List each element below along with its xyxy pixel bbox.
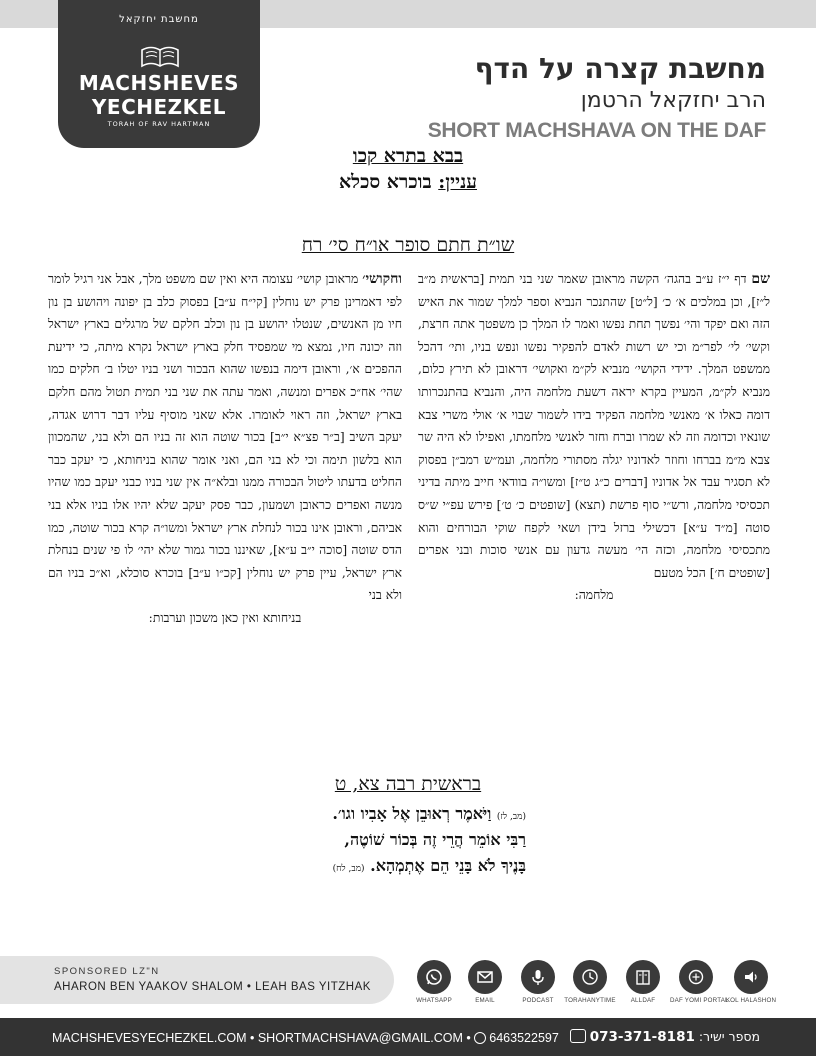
platform-daf-yomi-portal[interactable] xyxy=(670,960,729,1004)
torahanytime-icon xyxy=(573,960,607,994)
page-title: מחשבת קצרה על הדף xyxy=(474,52,766,85)
platform-email[interactable] xyxy=(459,960,511,1004)
platform-label: ALLDAF xyxy=(630,997,656,1004)
website-link[interactable]: MACHSHEVESYECHEZKEL.COM xyxy=(52,1031,247,1045)
direct-line-number: 073-371-8181 xyxy=(589,1029,695,1045)
alldaf-icon xyxy=(626,960,660,994)
email-icon xyxy=(468,960,502,994)
platform-alldaf[interactable] xyxy=(617,960,669,1004)
column-closing: בניחותא ואין כאן משכון וערבות: xyxy=(148,610,302,625)
source-heading-text: שו״ת חתם סופר או״ח סי׳ רח xyxy=(301,234,515,256)
whatsapp-icon xyxy=(417,960,451,994)
platform-label: PODCAST xyxy=(522,997,554,1004)
logo-hebrew-text: מחשבת יחזקאל xyxy=(119,14,199,25)
platform-label: DAF YOMI PORTAL xyxy=(670,997,729,1004)
email-link[interactable]: SHORTMACHSHAVA@GMAIL.COM xyxy=(257,1031,463,1045)
platform-kol-halashon[interactable] xyxy=(725,960,777,1004)
phone-number[interactable]: 6463522597 xyxy=(489,1031,559,1045)
logo[interactable] xyxy=(58,0,260,148)
daf-reference xyxy=(0,145,816,168)
midrash-line xyxy=(226,830,526,850)
sponsor-banner xyxy=(0,956,394,1004)
sponsor-names: AHARON BEN YAAKOV SHALOM • LEAH BAS YITZHAK xyxy=(54,981,371,993)
footer-contacts xyxy=(52,1031,559,1045)
platform-podcast[interactable] xyxy=(512,960,564,1004)
podcast-icon xyxy=(521,960,555,994)
whatsapp-small-icon xyxy=(474,1032,486,1044)
platform-label: KOL HALASHON xyxy=(725,997,777,1004)
daf-yomi-portal-icon xyxy=(679,960,713,994)
midrash-line-text: בָּנֶיךָ לֹא בָּנֵי הֵם אֶתְמְהָא. xyxy=(370,856,526,875)
column-closing: מלחמה: xyxy=(574,588,614,603)
source-heading xyxy=(0,234,816,257)
verse-reference: (מב, לח) xyxy=(332,864,365,874)
midrash-line-text: וַיֹּאמֶר רְאוּבֵן אֶל אָבִיו וגו׳. xyxy=(332,804,492,823)
english-subtitle: SHORT MACHSHAVA ON THE DAF xyxy=(427,119,766,142)
open-book-icon xyxy=(140,44,180,68)
topic-value: בוכרא סכלא xyxy=(338,171,432,193)
logo-tagline: TORAH OF RAV HARTMAN xyxy=(107,120,211,128)
column-lead-word: שם xyxy=(751,271,770,287)
midrash-line-text: רַבִּי אוֹמֵר הֲרֵי זֶה בְּכוֹר שׁוֹטֶה, xyxy=(344,830,526,849)
direct-line[interactable] xyxy=(566,1029,760,1045)
text-column-right xyxy=(418,268,770,607)
topic-label: עניין: xyxy=(438,171,478,193)
logo-title-line2: YECHEZKEL xyxy=(91,95,227,119)
kol-halashon-small-icon xyxy=(570,1029,586,1043)
sponsor-label: SPONSORED LZ"N xyxy=(54,966,160,977)
midrash-heading-text: בראשית רבה צא, ט xyxy=(334,773,482,795)
logo-title-line1: MACHSHEVES xyxy=(78,71,240,95)
column-paragraph: מראובן קושי׳ עצומה היא ואין שם משפט מלך, אבל אני רגיל לומר לפי דאמרינן פרק יש נוחלין [קי״ח ע״ב] בפסוק כלב בן יפונה ויהושע בן נון חיו מן האנשים, שנטלו יהושע בן נון וכלב חלקם של מרגלים בארץ ישראל וזה יכונה חיו, נמצא מי שמפסיד חלק בארץ ישראל נקרא מיתה, כי ידיעת ההפכים א׳, וראובן דימה בנפשו שהוא הבכור ושני בניו יטלו ב׳ חלקים כמו שהי׳ אח״כ אפרים ומנשה, ואמר עתה את שני בני תמית תטול מהם חלקם בארץ ישראל, וזה ראוי לאומרו. אלא שאני מוסיף עליו דבר דרוש אגדה, יעקב השיב [ב״ר פצ״א י״ב] בכור שוטה הוא זה בניו הם ולא בני, שהמכוון הוא בלשון תימה וכי לא בני הם, ואני אומר שהוא בניחותא, כי יעקב כבר החליט בדעתו ליטול הבכורה ממנו ובלא״ה אין שני בניו כבני יעקב כמו שהיו מנשה ואפרים כראובן ושמעון, כבר פסק יעקב שלא יהיו אלו בניו אלא בני אביהם, וראובן אינו בכור לנחלת ארץ ישראל ומשו״ה קרא בכור שוטה, כמו הדס שוטה [סוכה י״ב ע״א], שאיננו בכור גמור שלא יהי׳ לו פי שנים בנחלת ארץ ישראל, עיין פרק יש נוחלין [קכ״ו ע״ב] בוכרא סוכלא, וא״כ בניו הם ולא בני xyxy=(48,272,402,603)
platform-label: EMAIL xyxy=(475,997,495,1004)
kol-halashon-icon xyxy=(734,960,768,994)
platform-whatsapp[interactable] xyxy=(408,960,460,1004)
platform-label: WHATSAPP xyxy=(416,997,452,1004)
platform-torahanytime[interactable] xyxy=(564,960,616,1004)
author-name: הרב יחזקאל הרטמן xyxy=(580,88,766,113)
separator-dot: • xyxy=(249,1031,255,1045)
column-lead-word: וחקושי׳ xyxy=(362,271,402,287)
column-paragraph: דף י״ז ע״ב בהגה׳ הקשה מראובן שאמר שני בני תמית [בראשית מ״ב ל״ז], וכן במלכים א׳ כ׳ [ל״ט] שהתנכר הנביא וספר למלך שמור את האיש הזה ואם יפקד והי׳ נפשך תחת נפשו ואמר לו המלך כן משפטך אתה חרצת, וקשי׳ לי׳ לפר״מ וכי יש רשות לאדם להפקיר נפשו ונפש בניו, ותי׳ דהכל ממשפט המלך. ידידי הקושי׳ מנביא לק״מ ואקושי׳ דראובן לא תירץ כלום, מנביא לק״מ, המעיין בקרא יראה דשעת מלחמה היה, והנביא בהתנכרותו דומה כאלו א׳ מאנשי מלחמה הפקיד בידו לשמור שבוי א׳ אולי משרי צבא שונאיו וכדומה וזה לא שמרו וברח וחזר לאנשי מלחמתו, ואפילו לא היה שר צבא מ״מ בברחו וחוזר לאדוניו יגלה מסתורי מלחמה, ועמ״ש רמב״ן בפסוק לא תסגיר עבד אל אדוניו [דברים כ״ג ט״ז] ומשו״ה בוודאי חייב מיתה בדיני תכסיסי מלחמה, ורש״י סוף פרשת (תצא) [שופטים כ׳ ט׳] פירש עפ״י ש״ס סוטה [מ״ד ע״א] דכשילי ברזל בידן ושאי לקפח שוקי הבורחים והוא מתכסיסי מלחמה, וכזה הי׳ מעשה גדעון עם אנשי סוכות ובני אפרים [שופטים ח׳] הכל מטעם xyxy=(418,272,770,580)
daf-reference-text: בבא בתרא קכו xyxy=(352,145,464,167)
topic-line xyxy=(0,171,816,194)
platform-label: TORAHANYTIME xyxy=(564,997,616,1004)
verse-reference: (מב, לז) xyxy=(496,812,526,822)
text-column-left xyxy=(48,268,402,630)
midrash-heading xyxy=(0,773,816,796)
separator-dot: • xyxy=(466,1031,471,1045)
direct-line-label: מספר ישיר: xyxy=(698,1029,760,1044)
midrash-line xyxy=(226,856,526,876)
midrash-line xyxy=(226,804,526,824)
